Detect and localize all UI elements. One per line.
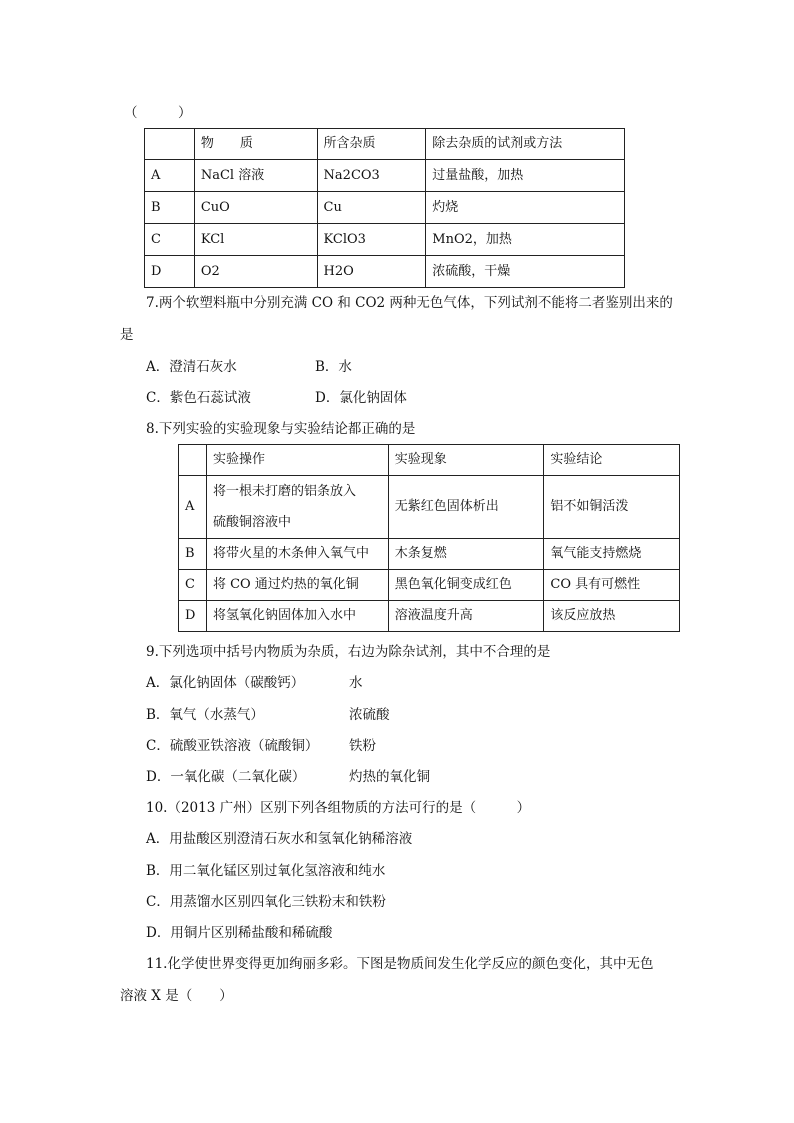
question-8-stem: 8.下列实验的实验现象与实验结论都正确的是	[146, 421, 416, 437]
table-cell: 浓硫酸，干燥	[426, 256, 625, 288]
table-cell: KClO3	[317, 224, 426, 256]
table-cell: 无紫红色固体析出	[388, 476, 544, 539]
table-cell: CuO	[194, 192, 317, 224]
table-row	[145, 192, 625, 224]
question-10-option-c: C．用蒸馏水区别四氧化三铁粉末和铁粉	[146, 894, 386, 910]
table-cell: 过量盐酸，加热	[426, 160, 625, 192]
table-cell: 除去杂质的试剂或方法	[426, 129, 625, 160]
table-cell	[179, 445, 207, 476]
table-cell: 实验结论	[544, 445, 680, 476]
question-9-option-b-reagent: 浓硫酸	[349, 707, 390, 723]
question-7-option-a: A．澄清石灰水	[146, 359, 237, 375]
table-row	[179, 570, 680, 601]
question-10-option-a: A．用盐酸区别澄清石灰水和氢氧化钠稀溶液	[146, 831, 413, 847]
table-cell: Na2CO3	[317, 160, 426, 192]
table-header-row	[145, 129, 625, 160]
table-header-row	[179, 445, 680, 476]
question-7-stem-continued: 是	[120, 327, 134, 343]
table-row	[179, 601, 680, 632]
table-cell: 铝不如铜活泼	[544, 476, 680, 539]
table-cell: 所含杂质	[317, 129, 426, 160]
table-cell: 实验现象	[388, 445, 544, 476]
table-cell: 将 CO 通过灼热的氧化铜	[206, 570, 388, 601]
table-cell: 溶液温度升高	[388, 601, 544, 632]
table-cell: 该反应放热	[544, 601, 680, 632]
table-cell: 氧气能支持燃烧	[544, 539, 680, 570]
table-cell: KCl	[194, 224, 317, 256]
table-cell: D	[179, 601, 207, 632]
question-7-option-c: C．紫色石蕊试液	[146, 390, 251, 406]
table-cell: H2O	[317, 256, 426, 288]
table-cell: 将带火星的木条伸入氧气中	[206, 539, 388, 570]
table-row	[145, 256, 625, 288]
question-10-stem: 10.（2013 广州）区别下列各组物质的方法可行的是（ ）	[146, 800, 531, 816]
question-10-option-d: D．用铜片区别稀盐酸和稀硫酸	[146, 925, 333, 941]
question-7-option-d: D．氯化钠固体	[315, 390, 407, 406]
table-cell: B	[145, 192, 195, 224]
question-7-option-b: B．水	[315, 359, 352, 375]
table-row	[179, 539, 680, 570]
table-cell: C	[145, 224, 195, 256]
question-7-stem: 7.两个软塑料瓶中分别充满 CO 和 CO2 两种无色气体，下列试剂不能将二者鉴别出来的	[146, 295, 673, 311]
question-9-option-c-reagent: 铁粉	[349, 738, 376, 754]
table-cell: 实验操作	[206, 445, 388, 476]
table-cell: 木条复燃	[388, 539, 544, 570]
table-cell: B	[179, 539, 207, 570]
table-cell: 黑色氧化铜变成红色	[388, 570, 544, 601]
table-cell: CO 具有可燃性	[544, 570, 680, 601]
table-row	[145, 160, 625, 192]
table-cell: A	[179, 476, 207, 539]
question-9-option-d: D．一氧化碳（二氧化碳）	[146, 769, 306, 785]
question-9-option-c: C．硫酸亚铁溶液（硫酸铜）	[146, 738, 319, 754]
table-cell	[145, 129, 195, 160]
question-9-stem: 9.下列选项中括号内物质为杂质，右边为除杂试剂，其中不合理的是	[146, 644, 551, 660]
table-cell: 灼烧	[426, 192, 625, 224]
table-cell: NaCl 溶液	[194, 160, 317, 192]
answer-bracket: （ ）	[124, 105, 192, 121]
question-9-option-d-reagent: 灼热的氧化铜	[349, 769, 430, 785]
table-cell: MnO2，加热	[426, 224, 625, 256]
table-cell: Cu	[317, 192, 426, 224]
table-cell: 将氢氧化钠固体加入水中	[206, 601, 388, 632]
question-11-stem: 11.化学使世界变得更加绚丽多彩。下图是物质间发生化学反应的颜色变化，其中无色	[146, 956, 654, 972]
table-cell: 将一根未打磨的铝条放入 硫酸铜溶液中	[206, 476, 388, 539]
table-row	[145, 224, 625, 256]
table-row	[179, 476, 680, 539]
table-cell: D	[145, 256, 195, 288]
table-cell: O2	[194, 256, 317, 288]
question-10-option-b: B．用二氧化锰区别过氧化氢溶液和纯水	[146, 863, 386, 879]
table-cell: A	[145, 160, 195, 192]
question-9-option-a: A．氯化钠固体（碳酸钙）	[146, 675, 305, 691]
experiment-table	[178, 444, 680, 632]
table-cell: C	[179, 570, 207, 601]
question-9-option-b: B．氧气（水蒸气）	[146, 707, 264, 723]
question-9-option-a-reagent: 水	[349, 675, 363, 691]
question-11-stem-continued: 溶液 X 是（ ）	[120, 988, 233, 1004]
table-cell: 物 质	[194, 129, 317, 160]
impurity-table	[144, 128, 625, 288]
